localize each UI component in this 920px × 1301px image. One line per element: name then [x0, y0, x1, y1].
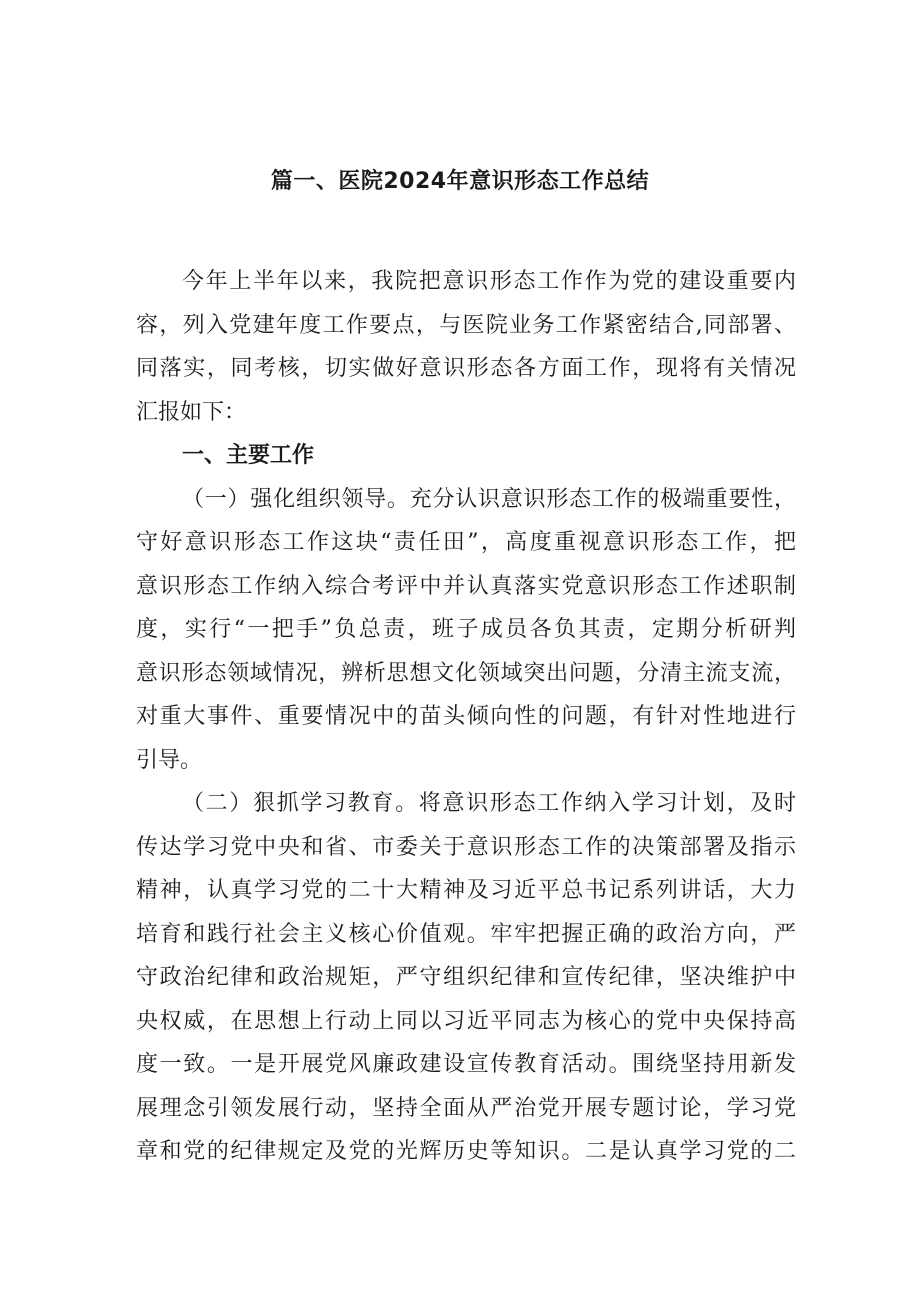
- paragraph-study-education: [136, 782, 796, 1174]
- text-line: （二）狠抓学习教育。将意识形态工作纳入学习计划，及时: [182, 791, 796, 816]
- text-line: 对重大事件、重要情况中的苗头倾向性的问题，有针对性地进行: [136, 704, 796, 729]
- text-line: 央权威，在思想上行动上同以习近平同志为核心的党中央保持高: [136, 1008, 796, 1034]
- text-line: 守好意识形态工作这块“责任田”，高度重视意识形态工作，把: [136, 530, 796, 555]
- text-line: 汇报如下：: [136, 399, 247, 425]
- text-line: 容，列入党建年度工作要点，与医院业务工作紧密结合,同部署、: [136, 312, 796, 338]
- text-line: 章和党的纪律规定及党的光辉历史等知识。二是认真学习党的二: [136, 1139, 796, 1164]
- text-line: 今年上半年以来，我院把意识形态工作作为党的建设重要内: [182, 269, 796, 294]
- text-line: 引导。: [136, 747, 203, 773]
- text-line: （一）强化组织领导。充分认识意识形态工作的极端重要性，: [182, 486, 796, 512]
- text-line: 精神，认真学习党的二十大精神及习近平总书记系列讲话，大力: [136, 878, 796, 903]
- text-line: 意识形态工作纳入综合考评中并认真落实党意识形态工作述职制: [136, 573, 796, 599]
- text-line: 意识形态领域情况，辨析思想文化领域突出问题，分清主流支流，: [136, 660, 796, 686]
- section-heading: 一、主要工作: [182, 443, 315, 468]
- text-line: 展理念引领发展行动，坚持全面从严治党开展专题讨论，学习党: [136, 1095, 796, 1121]
- text-line: 守政治纪律和政治规矩，严守组织纪律和宣传纪律，坚决维护中: [136, 965, 796, 990]
- text-line: 培育和践行社会主义核心价值观。牢牢把握正确的政治方向，严: [136, 921, 796, 947]
- document-body: [136, 260, 796, 1174]
- paragraph-organization-leadership: [136, 478, 796, 783]
- text-line: 同落实，同考核，切实做好意识形态各方面工作，现将有关情况: [136, 356, 796, 381]
- intro-paragraph: [136, 260, 796, 434]
- document-title: 篇一、医院2024年意识形态工作总结: [270, 169, 650, 194]
- text-line: 度，实行“一把手”负总责，班子成员各负其责，定期分析研判: [136, 617, 796, 642]
- text-line: 度一致。一是开展党风廉政建设宣传教育活动。围绕坚持用新发: [136, 1052, 796, 1077]
- text-line: 传达学习党中央和省、市委关于意识形态工作的决策部署及指示: [136, 834, 796, 860]
